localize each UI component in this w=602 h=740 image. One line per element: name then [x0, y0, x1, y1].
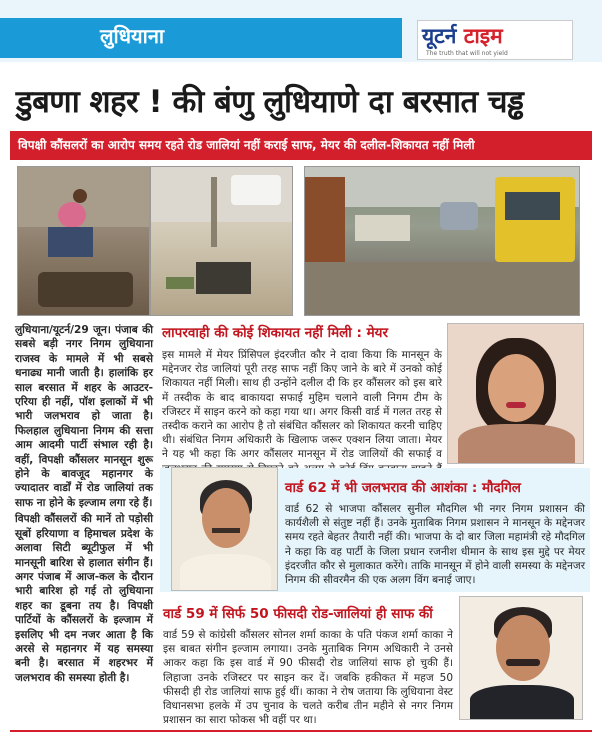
- article-ward-59-body: वार्ड 59 से कांग्रेसी कौंसलर सोनल शर्मा काका के पति पंकज शर्मा काका ने इस बाबत संगीन इल्जाम लगाया। उनके मुताबिक निगम अधिकारी ने उनसे आकर कहा कि इस वार्ड में 90 फीसदी रोड जालियां साफ हो चुकी हैं। लिहाजा उनके रजिस्टर पर साइन कर दें। जबकि हकीकत में महज 50 फीसदी ही रोड जालियां साफ हुई थीं। काका ने रोष जताया कि लुधियाना वेस्ट विधानसभा हलके में उप चुनाव के चलते करीब तीन महीने से नगर निगम प्रशासन का सारा फोकस भी वहीं पर था।: [163, 629, 453, 727]
- article-mayor: [162, 323, 442, 490]
- article-ward-62: [285, 478, 585, 587]
- page-headline: डुबणा शहर ! की बंणु लुधियाणे दा बरसात चड्ढ: [16, 84, 524, 120]
- page-bottom-rule: [10, 730, 592, 732]
- left-column-paragraph-2: विपक्षी कौंसलरों की मानें तो पड़ोसी सूबों हरियाणा व हिमाचल प्रदेश के अलावा सिटी ब्यूटीफुल में भी मानसूनी बारिश से हालात संगीन हैं। अगर पंजाब में आज-कल के दौरान भारी बारिश हो गई तो लुधियाना शहर का डूबना तय है। विपक्षी पार्टियों के कौंसलरों के इल्जाम में इसलिए भी दम नजर आता है कि अरसे से महानगर में यह समस्या बनी है। बरसात में शहरभर में जलभराव की समस्या होती है।: [15, 513, 153, 684]
- article-ward-62-heading: वार्ड 62 में भी जलभराव की आशंका : मौदगिल: [285, 480, 521, 496]
- article-mayor-body: इस मामले में मेयर प्रिंसिपल इंदरजीत कौर ने दावा किया कि मानसून के मद्देनजर रोड जालियां पूरी तरह साफ नहीं किए जाने के बारे में उनको कोई शिकायत नहीं मिली। साथ ही उन्होंने दलील दी कि हर कौंसलर को इस बारे में तस्दीक के बाद बाकायदा सफाई मुहिम चलाने वाली निगम टीम के रजिस्टर में साइन करने को कहा गया था। अगर किसी वार्ड में गलत तरह से तस्दीक कराने का आरोप है तो संबंधित कौंसलर को शिकायत करनी चाहिए थी। संबंधित निगम अधिकारी के खिलाफ जरूर एक्शन लिया जाता। मेयर ने यह भी कहा कि अगर कौंसलर मानसून में रोड जालियों की सफाई व: [162, 349, 442, 461]
- photo-flooded-street: [304, 166, 580, 316]
- left-column: [15, 323, 153, 687]
- logo-accent-text: टाइम: [463, 24, 503, 48]
- article-mayor-heading: लापरवाही की कोई शिकायत नहीं मिली : मेयर: [162, 325, 389, 341]
- newspaper-logo: [417, 20, 573, 60]
- photo-councillor-ward-59: [459, 596, 583, 720]
- photo-mayor-portrait: [447, 323, 584, 464]
- article-ward-59: [163, 604, 453, 727]
- article-ward-59-heading: वार्ड 59 में सिर्फ 50 फीसदी रोड-जालियां ही साफ कीं: [163, 606, 433, 622]
- article-ward-62-body: वार्ड 62 से भाजपा कौंसलर सुनील मौदगिल भी नगर निगम प्रशासन की कार्यशैली से संतुष्ट नहीं हैं। उनके मुताबिक निगम प्रशासन ने मानसून के मद्देनजर समय रहते बेहतर तैयारी नहीं की। भाजपा के दो बार जिला महामंत्री रहे मौदगिल ने कहा कि वह पार्टी के जिला प्रधान रजनीश धीमान के साथ इस मुद्दे पर मेयर इंदरजीत कौर से मुलाकात करेंगे। ताकि मानसून में होने वाली समस्या के मद्देनजर निगम की सीवरमैन की एक अलग विंग बनाई जाए।: [285, 503, 585, 587]
- section-name: लुधियाना: [100, 24, 165, 48]
- subheadline: विपक्षी कौंसलरों का आरोप समय रहते रोड जालियां नहीं कराई साफ, मेयर की दलील-शिकायत नहीं मिली: [18, 138, 475, 152]
- photo-councillor-ward-62: [171, 467, 278, 591]
- photo-drain-cover: [150, 166, 293, 316]
- left-column-paragraph-1: लुधियाना/यूटर्न/29 जून। पंजाब की सबसे बड़ी नगर निगम लुधियाना राजस्व के मामले में भी सबसे धनाढ्य मानी जाती है। हालांकि हर साल बरसात में शहर के आउटर-एरिया ही नहीं, पॉश इलाकों में भी भारी जलभराव हो जाता है। फिलहाल लुधियाना निगम की सत्ता आम आदमी पार्टी संभाल रही है। वहीं, विपक्षी कौंसलर मानसून शुरू होने के बावजूद महानगर के ज्यादातर वार्डों में रोड जालियां तक साफ ना होने के इल्जाम लगा रहे हैं।: [15, 324, 153, 509]
- section-banner: [0, 18, 402, 58]
- logo-main-text: यूटर्न: [422, 24, 457, 48]
- subheadline-bar: [10, 131, 592, 160]
- photo-worker-cleaning-drain: [17, 166, 150, 316]
- logo-tagline: The truth that will not yield: [426, 50, 508, 57]
